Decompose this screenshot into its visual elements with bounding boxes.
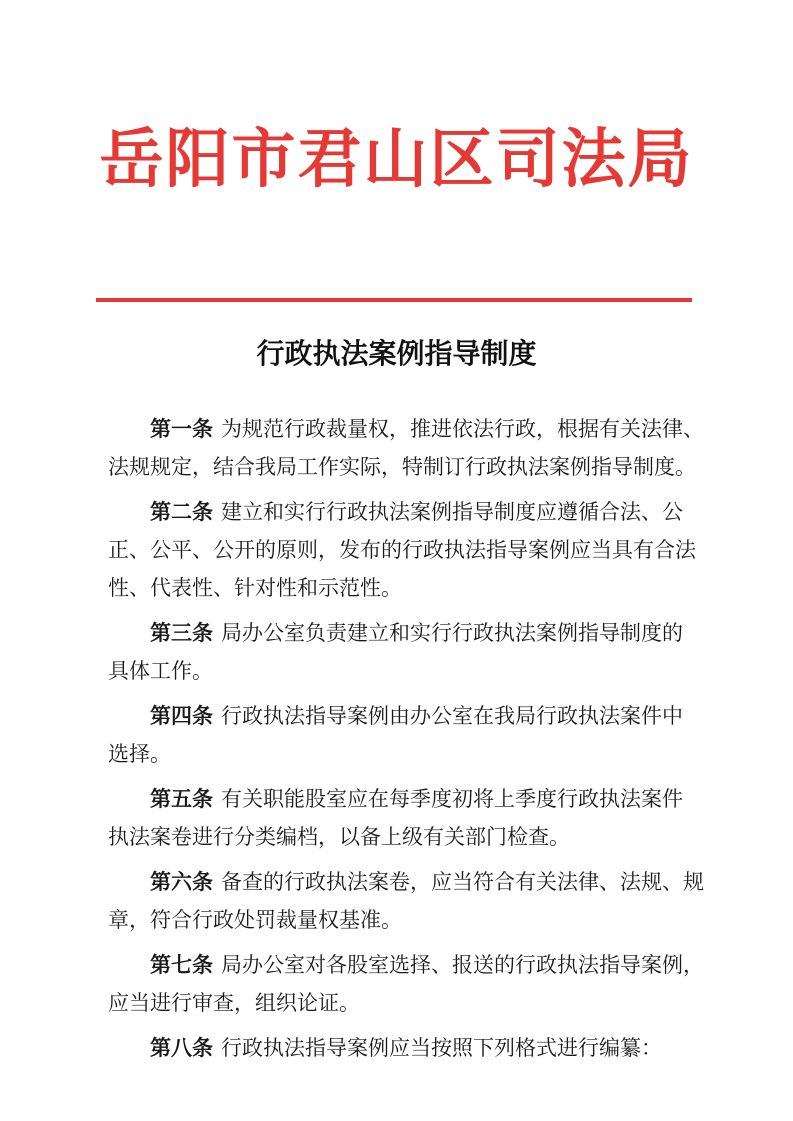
article-label: 第一条 [150,416,213,441]
article-3 [108,614,713,690]
article-text-line: 执法案卷进行分类编档，以备上级有关部门检查。 [108,825,570,849]
article-label: 第四条 [150,703,213,728]
article-label: 第三条 [150,620,213,645]
article-2 [108,493,713,607]
article-first-line [108,697,713,735]
article-text-line: 应当进行审查，组织论证。 [108,991,360,1015]
article-text: 有关职能股室应在每季度初将上季度行政执法案件 [221,787,683,811]
article-1 [108,410,713,486]
article-text: 局办公室负责建立和实行行政执法案例指导制度的 [221,621,683,645]
article-6 [108,863,713,939]
article-text-line: 性、代表性、针对性和示范性。 [108,576,402,600]
article-first-line [108,1029,713,1067]
article-text-line: 法规规定，结合我局工作实际，特制订行政执法案例指导制度。 [108,455,696,479]
document-body [108,410,713,1074]
article-text: 行政执法指导案例由办公室在我局行政执法案件中 [221,704,683,728]
article-first-line [108,614,713,652]
article-label: 第八条 [150,1035,213,1060]
article-text: 局办公室对各股室选择、报送的行政执法指导案例， [221,953,704,977]
letterhead-red-divider [96,298,692,302]
article-label: 第五条 [150,786,213,811]
article-label: 第二条 [150,499,213,524]
article-label: 第七条 [150,952,213,977]
article-text-line: 正、公平、公开的原则，发布的行政执法指导案例应当具有合法 [108,538,696,562]
article-first-line [108,493,713,531]
article-text-line: 选择。 [108,742,171,766]
article-first-line [108,863,713,901]
article-first-line [108,946,713,984]
article-first-line [108,780,713,818]
article-7 [108,946,713,1022]
article-label: 第六条 [150,869,213,894]
document-title: 行政执法案例指导制度 [256,337,537,370]
article-text-line: 章，符合行政处罚裁量权基准。 [108,908,402,932]
article-8 [108,1029,713,1067]
article-first-line [108,410,713,448]
article-4 [108,697,713,773]
article-text-line: 具体工作。 [108,659,213,683]
letterhead-organization-name: 岳阳市君山区司法局 [99,122,694,197]
article-text: 建立和实行行政执法案例指导制度应遵循合法、公 [221,500,683,524]
article-text: 行政执法指导案例应当按照下列格式进行编纂： [221,1036,662,1060]
article-text: 为规范行政裁量权，推进依法行政，根据有关法律、 [221,417,704,441]
article-text: 备查的行政执法案卷，应当符合有关法律、法规、规 [221,870,704,894]
article-5 [108,780,713,856]
